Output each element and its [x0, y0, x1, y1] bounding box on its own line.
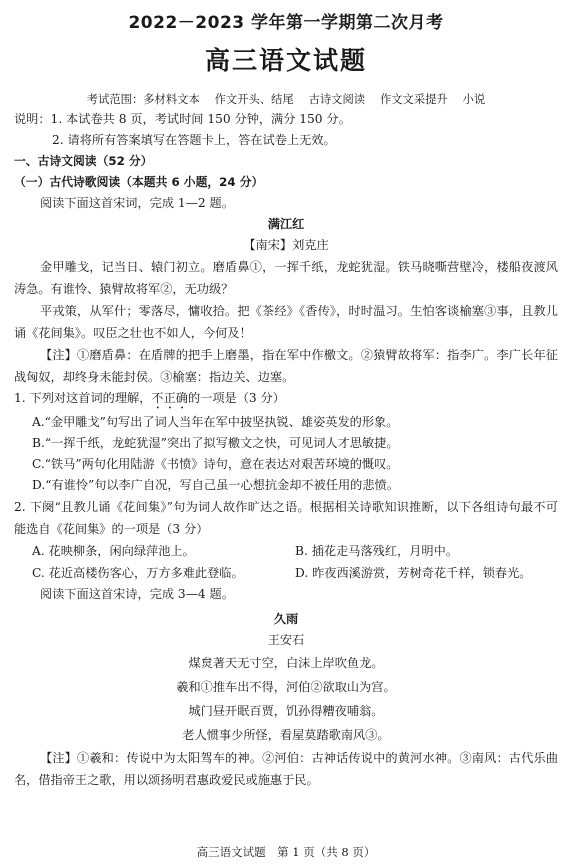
- question-2-option-b: B. 插花走马落残红，月明中。: [295, 544, 458, 558]
- poem-1-author: 【南宋】刘克庄: [243, 238, 329, 252]
- reading-intro-1: 阅读下面这首宋词，完成 1—2 题。: [40, 196, 234, 210]
- subsection-heading: （一）古代诗歌阅读（本题共 6 小题，24 分）: [14, 175, 264, 189]
- reading-intro-2: 阅读下面这首宋诗，完成 3—4 题。: [40, 587, 234, 601]
- question-2-options-row-2: [14, 562, 558, 584]
- question-2-stem: 2. 下阕“且教儿诵《花间集》”句为词人故作旷达之语。根据相关诗歌知识推断，以下各组诗句最不可能选自《花间集》的一项是（3 分）: [14, 500, 558, 536]
- poem-2-note: 【注】①羲和：传说中为太阳驾车的神。②河伯：古神话传说中的黄河水神。③南风：古代乐曲名，借指帝王之歌，用以颂扬明君惠政爱民或施惠于民。: [14, 751, 558, 787]
- question-1-option-d: D.“有谁怜”句以李广自况，写自己虽一心想抗金却不被任用的悲愤。: [32, 478, 399, 492]
- question-1-option-b: B.“一挥千纸，龙蛇犹湿”突出了拟写檄文之快，可见词人才思敏捷。: [32, 436, 399, 450]
- poem-2-title: 久雨: [273, 612, 299, 626]
- poem-2-line-4: 老人惯事少所怪，看屋莫踏歌南风③。: [182, 728, 390, 742]
- question-1-stem-emphasis: 不正确: [151, 391, 188, 405]
- question-1-option-c: C.“铁马”两句化用陆游《书愤》诗句，意在表达对艰苦环境的慨叹。: [32, 457, 399, 471]
- poem-1-stanza-2: 平戎策，从军什；零落尽，慵收拾。把《茶经》《香传》，时时温习。生怕客谈榆塞③事，且教儿诵《花间集》。叹臣之壮也不如人，今何及！: [14, 304, 558, 340]
- instruction-line-2: 2. 请将所有答案填写在答题卡上，答在试卷上无效。: [52, 133, 336, 147]
- poem-1-title: 满江红: [267, 217, 305, 231]
- question-1-option-a: A.“金甲雕戈”句写出了词人当年在军中披坚执锐、雄姿英发的形象。: [32, 415, 399, 429]
- poem-2-author: 王安石: [267, 633, 305, 647]
- poem-1-note: 【注】①磨盾鼻：在盾牌的把手上磨墨，指在军中作檄文。②猿臂故将军：指李广。李广长年征战匈奴，却终身未能封侯。③榆塞：指边关、边塞。: [14, 348, 558, 384]
- section-heading: 一、古诗文阅读（52 分）: [14, 154, 153, 168]
- subject-title: 高三语文试题: [204, 46, 367, 75]
- poem-1-stanza-1: 金甲雕戈，记当日、辕门初立。磨盾鼻①，一挥千纸，龙蛇犹湿。铁马晓嘶营壁冷，楼船夜渡风涛急。有谁怜、猿臂故将军②，无功级？: [14, 260, 558, 296]
- poem-2-line-3: 城门昼开眠百贾，饥孙得糟夜哺翁。: [188, 704, 384, 718]
- question-1-stem-post: 的一项是（3 分）: [187, 391, 285, 405]
- question-1-stem-pre: 1. 下列对这首词的理解，: [14, 391, 152, 405]
- poem-2-line-1: 煤炱著天无寸空，白沫上岸吹鱼龙。: [188, 656, 384, 670]
- question-2-option-d: D. 昨夜西溪游赏，芳树奇花千样，锁春光。: [295, 566, 532, 580]
- exam-page: [0, 8, 572, 866]
- question-2-option-a: A. 花映柳条，闲向绿萍池上。: [32, 544, 195, 558]
- poem-2-line-2: 羲和①推车出不得，河伯②欲取山为宫。: [176, 680, 396, 694]
- instruction-line-1: 说明：1. 本试卷共 8 页，考试时间 150 分钟，满分 150 分。: [14, 112, 351, 126]
- question-1-stem: [14, 388, 558, 412]
- question-2-option-c: C. 花近高楼伤客心，万方多难此登临。: [32, 566, 244, 580]
- page-footer: 高三语文试题 第 1 页（共 8 页）: [196, 845, 376, 859]
- exam-title: 2022－2023 学年第一学期第二次月考: [128, 13, 444, 33]
- question-2-options-row-1: [14, 540, 558, 562]
- exam-scope: 考试范围：多材料文本 作文开头、结尾 古诗文阅读 作文文采提升 小说: [86, 93, 486, 106]
